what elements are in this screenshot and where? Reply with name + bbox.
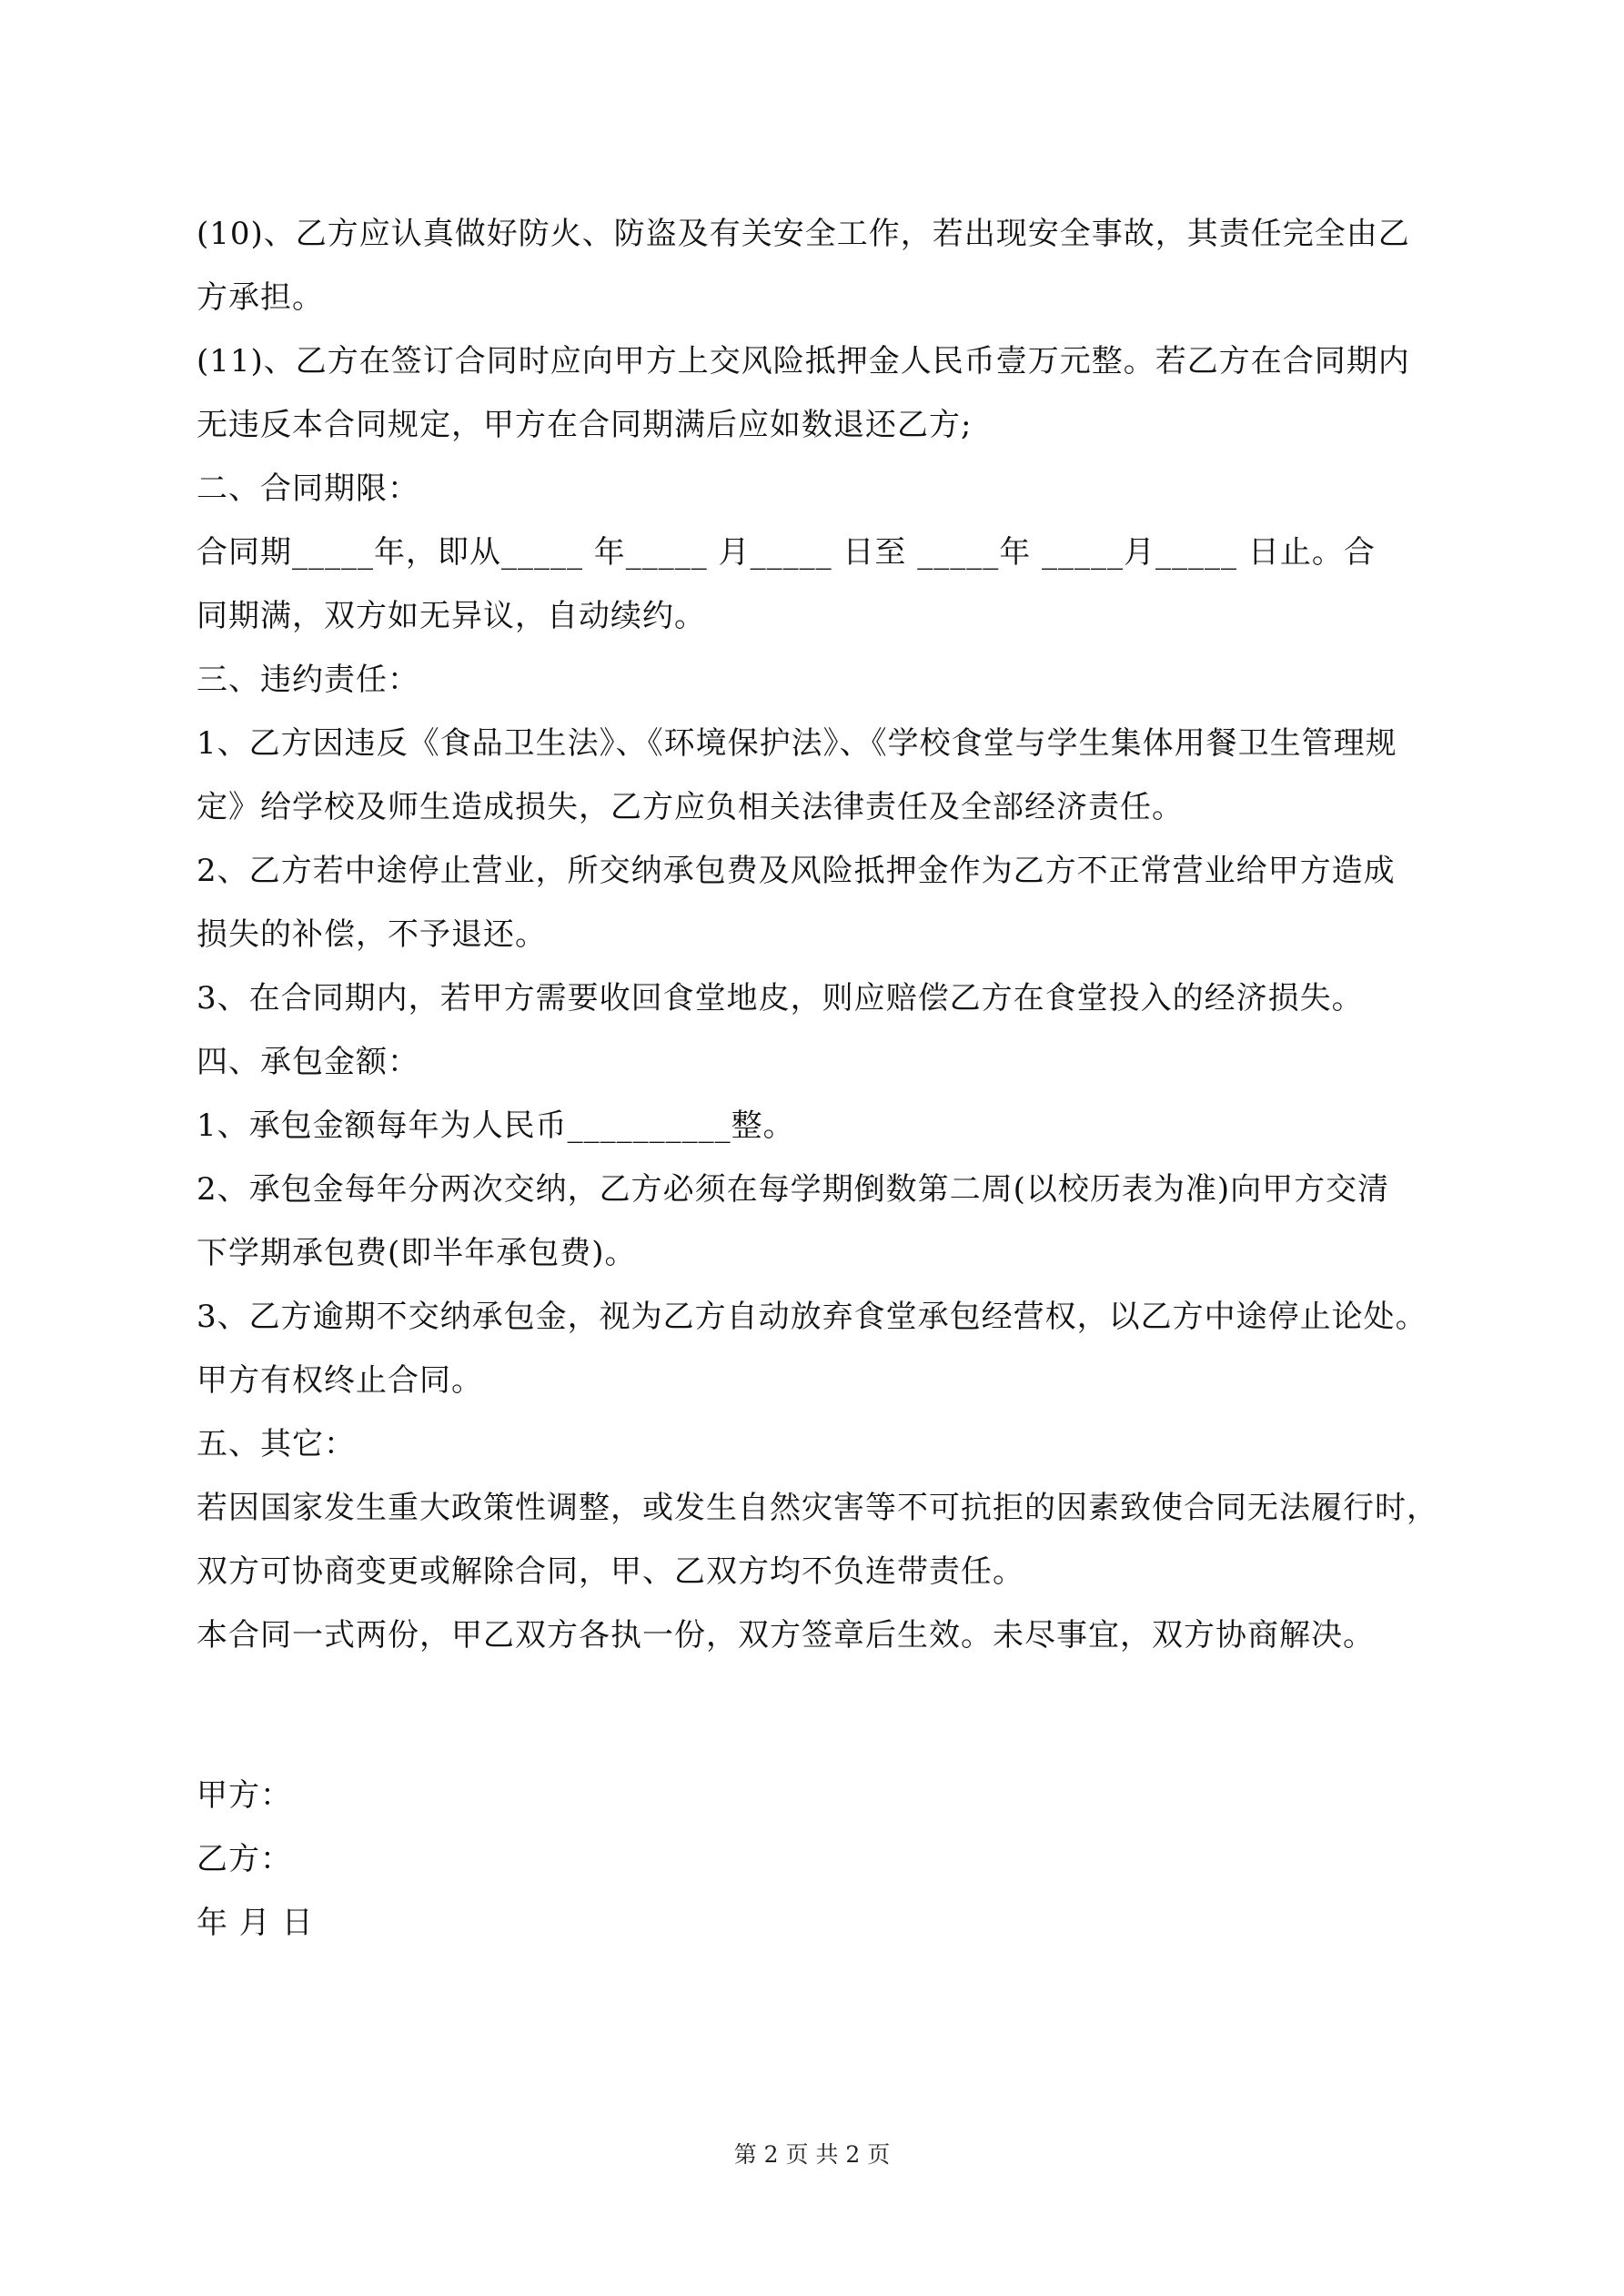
text-line: 无违反本合同规定，甲方在合同期满后应如数退还乙方; xyxy=(197,407,973,443)
paragraph xyxy=(197,521,1475,648)
paragraph xyxy=(197,1094,1475,1158)
text-line: 若因国家发生重大政策性调整，或发生自然灾害等不可抗拒的因素致使合同无法履行时， xyxy=(197,1490,1438,1526)
paragraph xyxy=(197,202,1475,329)
paragraph xyxy=(197,966,1475,1030)
text-line: 双方可协商变更或解除合同，甲、乙双方均不负连带责任。 xyxy=(197,1553,1024,1590)
paragraph xyxy=(197,1285,1475,1412)
date-line: 年 月 日 xyxy=(197,1905,314,1941)
paragraph xyxy=(197,839,1475,966)
text-line: 1、乙方因违反《食品卫生法》、《环境保护法》、《学校食堂与学生集体用餐卫生管理规 xyxy=(197,725,1397,762)
text-line: 损失的补偿，不予退还。 xyxy=(197,916,547,953)
paragraph xyxy=(197,1030,1475,1094)
paragraph xyxy=(197,1412,1475,1476)
paragraph xyxy=(197,1603,1475,1667)
text-line: 合同期_____年，即从_____ 年_____ 月_____ 日至 _____年 _____月_____ 日止。合 xyxy=(197,534,1376,571)
signature-spacer xyxy=(197,1667,1475,1764)
text-line: 1、承包金额每年为人民币__________整。 xyxy=(197,1108,795,1144)
paragraph xyxy=(197,1476,1475,1603)
text-line: 二、合同期限： xyxy=(197,470,419,507)
text-line: 下学期承包费(即半年承包费)。 xyxy=(197,1235,637,1271)
text-line: 同期满，双方如无异议，自动续约。 xyxy=(197,598,706,634)
text-line: 五、其它： xyxy=(197,1426,356,1462)
party-a-label: 甲方： xyxy=(197,1777,292,1814)
text-line: 四、承包金额： xyxy=(197,1044,419,1080)
text-line: 定》给学校及师生造成损失，乙方应负相关法律责任及全部经济责任。 xyxy=(197,789,1184,825)
paragraph xyxy=(197,712,1475,839)
paragraph xyxy=(197,1158,1475,1285)
paragraph xyxy=(197,329,1475,457)
text-line: (11)、乙方在签订合同时应向甲方上交风险抵押金人民币壹万元整。若乙方在合同期内 xyxy=(197,343,1410,379)
paragraph xyxy=(197,457,1475,521)
text-line: 3、在合同期内，若甲方需要收回食堂地皮，则应赔偿乙方在食堂投入的经济损失。 xyxy=(197,980,1364,1017)
text-line: 三、违约责任： xyxy=(197,662,419,698)
text-line: (10)、乙方应认真做好防火、防盗及有关安全工作，若出现安全事故，其责任完全由乙 xyxy=(197,216,1410,252)
contract-clauses xyxy=(197,202,1475,1667)
text-line: 3、乙方逾期不交纳承包金，视为乙方自动放弃食堂承包经营权，以乙方中途停止论处。 xyxy=(197,1299,1427,1335)
page-footer: 第 2 页 共 2 页 xyxy=(733,2141,891,2168)
party-b-label: 乙方： xyxy=(197,1841,292,1877)
paragraph xyxy=(197,648,1475,712)
text-line: 2、乙方若中途停止营业，所交纳承包费及风险抵押金作为乙方不正常营业给甲方造成 xyxy=(197,853,1396,889)
text-line: 方承担。 xyxy=(197,279,324,316)
text-line: 甲方有权终止合同。 xyxy=(197,1362,483,1399)
document-body xyxy=(197,202,1475,1955)
text-line: 2、承包金每年分两次交纳，乙方必须在每学期倒数第二周(以校历表为准)向甲方交清 xyxy=(197,1171,1390,1208)
text-line: 本合同一式两份，甲乙双方各执一份，双方签章后生效。未尽事宜，双方协商解决。 xyxy=(197,1617,1375,1654)
